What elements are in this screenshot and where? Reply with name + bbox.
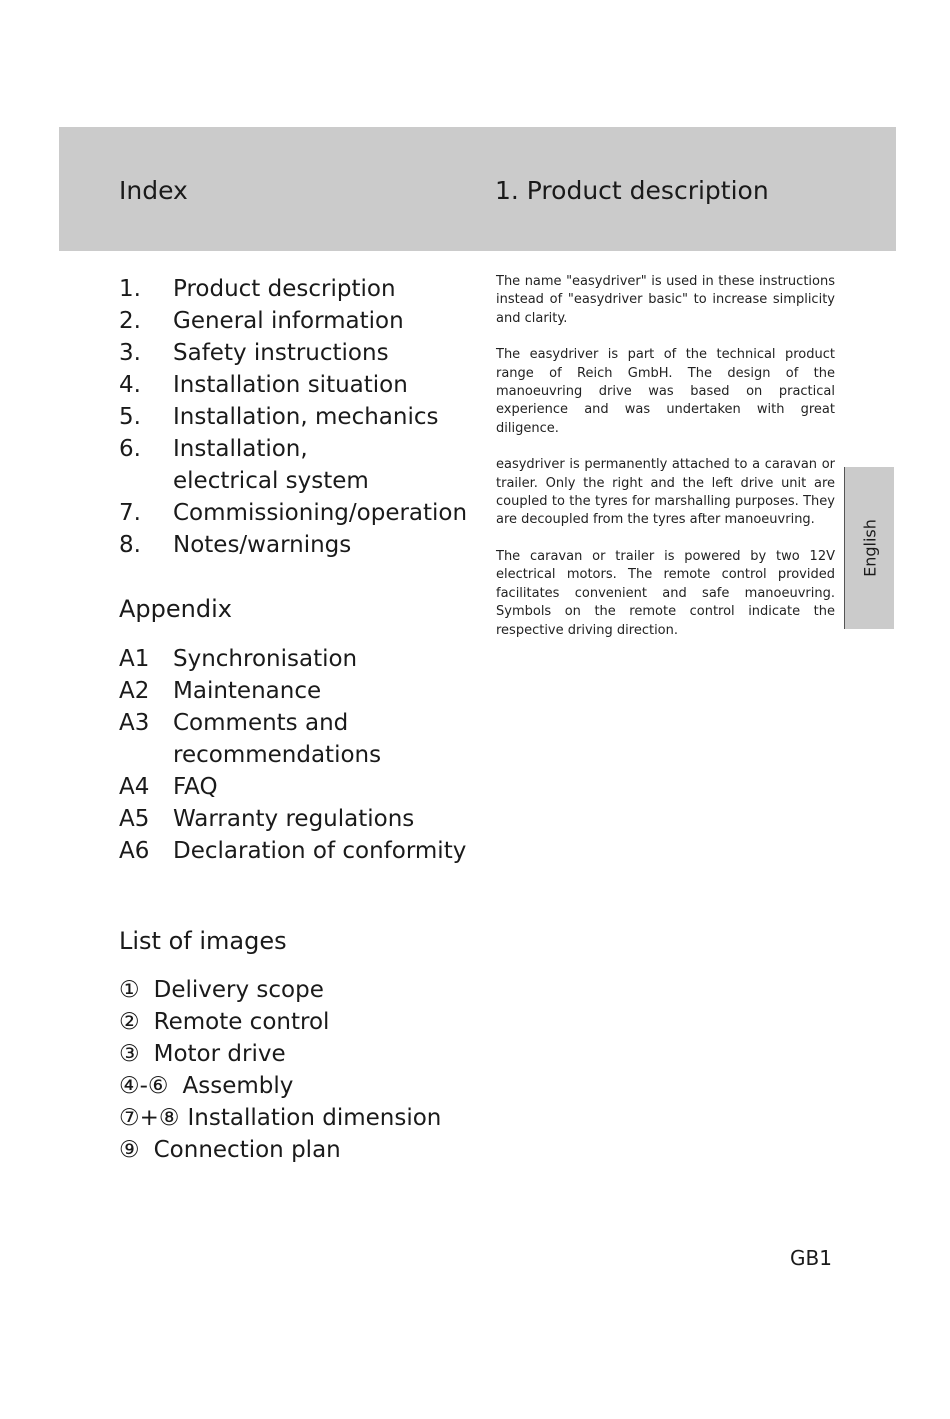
toc-label: Installation situation [173,372,408,398]
image-number: ④-⑥ [119,1073,169,1099]
toc-number: 3. [119,340,141,366]
image-label: Motor drive [153,1041,286,1067]
toc-label: Commissioning/operation [173,500,468,526]
appendix-number: A4 [119,774,150,800]
toc-number: 1. [119,276,141,302]
image-label: Assembly [182,1073,294,1099]
appendix-number: A3 [119,710,150,736]
toc-item[interactable] [119,369,479,401]
appendix-number: A6 [119,838,150,864]
appendix-number: A2 [119,678,150,704]
toc-number: 8. [119,532,141,558]
image-list-item[interactable] [119,1038,479,1070]
appendix-label: Synchronisation [173,646,358,672]
appendix-list [119,643,479,867]
image-number: ⑨ [119,1137,140,1163]
image-label: Remote control [153,1009,330,1035]
image-number: ③ [119,1041,140,1067]
table-of-contents [119,273,479,561]
toc-label: Notes/warnings [173,532,352,558]
images-list [119,974,479,1166]
toc-item[interactable] [119,305,479,337]
appendix-item[interactable] [119,835,479,867]
image-label: Installation dimension [187,1105,442,1131]
index-title: Index [119,176,188,205]
toc-label: Safety instructions [173,340,389,366]
toc-label: Product description [173,276,396,302]
description-paragraph: The easydriver is part of the technical product range of Reich GmbH. The design of the manoeuvring drive was based on practical experience and was undertaken with great diligence. [496,347,835,436]
language-tab[interactable] [844,467,894,629]
toc-item[interactable] [119,497,479,529]
image-number: ② [119,1009,140,1035]
appendix-label: FAQ [173,774,218,800]
image-list-item[interactable] [119,1102,479,1134]
toc-number: 7. [119,500,141,526]
image-list-item[interactable] [119,974,479,1006]
list-of-images-heading: List of images [119,927,287,955]
toc-label: Installation, electrical system [173,436,369,494]
toc-item[interactable] [119,433,479,497]
image-number: ⑦+⑧ [119,1105,180,1131]
image-label: Delivery scope [153,977,324,1003]
toc-label: General information [173,308,404,334]
language-tab-label: English [860,519,879,577]
appendix-label: Warranty regulations [173,806,415,832]
toc-item[interactable] [119,401,479,433]
appendix-label: Maintenance [173,678,322,704]
page-number: GB1 [790,1246,832,1270]
image-list-item[interactable] [119,1006,479,1038]
image-list-item[interactable] [119,1070,479,1102]
description-paragraph: The caravan or trailer is powered by two 12V electrical motors. The remote control provided facilitates convenient and safe manoeuvring. Symbols on the remote control indicate the respective driving direction. [496,548,835,638]
toc-label: Installation, mechanics [173,404,439,430]
description-paragraph: The name "easydriver" is used in these instructions instead of "easydriver basic" to increase simplicity and clarity. [496,274,835,326]
appendix-item[interactable] [119,643,479,675]
appendix-item[interactable] [119,707,479,771]
toc-number: 2. [119,308,141,334]
appendix-label: Declaration of conformity [173,838,467,864]
appendix-item[interactable] [119,803,479,835]
image-label: Connection plan [153,1137,341,1163]
appendix-number: A1 [119,646,150,672]
appendix-item[interactable] [119,771,479,803]
toc-number: 5. [119,404,141,430]
appendix-label: Comments and recommendations [173,710,382,768]
image-list-item[interactable] [119,1134,479,1166]
toc-number: 4. [119,372,141,398]
appendix-number: A5 [119,806,150,832]
toc-item[interactable] [119,337,479,369]
appendix-item[interactable] [119,675,479,707]
appendix-heading: Appendix [119,595,232,623]
image-number: ① [119,977,140,1003]
toc-item[interactable] [119,529,479,561]
toc-item[interactable] [119,273,479,305]
description-paragraph: easydriver is permanently attached to a caravan or trailer. Only the right and the left drive unit are coupled to the tyres for marshalling purposes. They are decoupled from the tyres after manoeuvring. [496,457,835,528]
toc-number: 6. [119,436,141,462]
product-description-title: 1. Product description [495,176,769,205]
product-description-body [496,273,835,658]
